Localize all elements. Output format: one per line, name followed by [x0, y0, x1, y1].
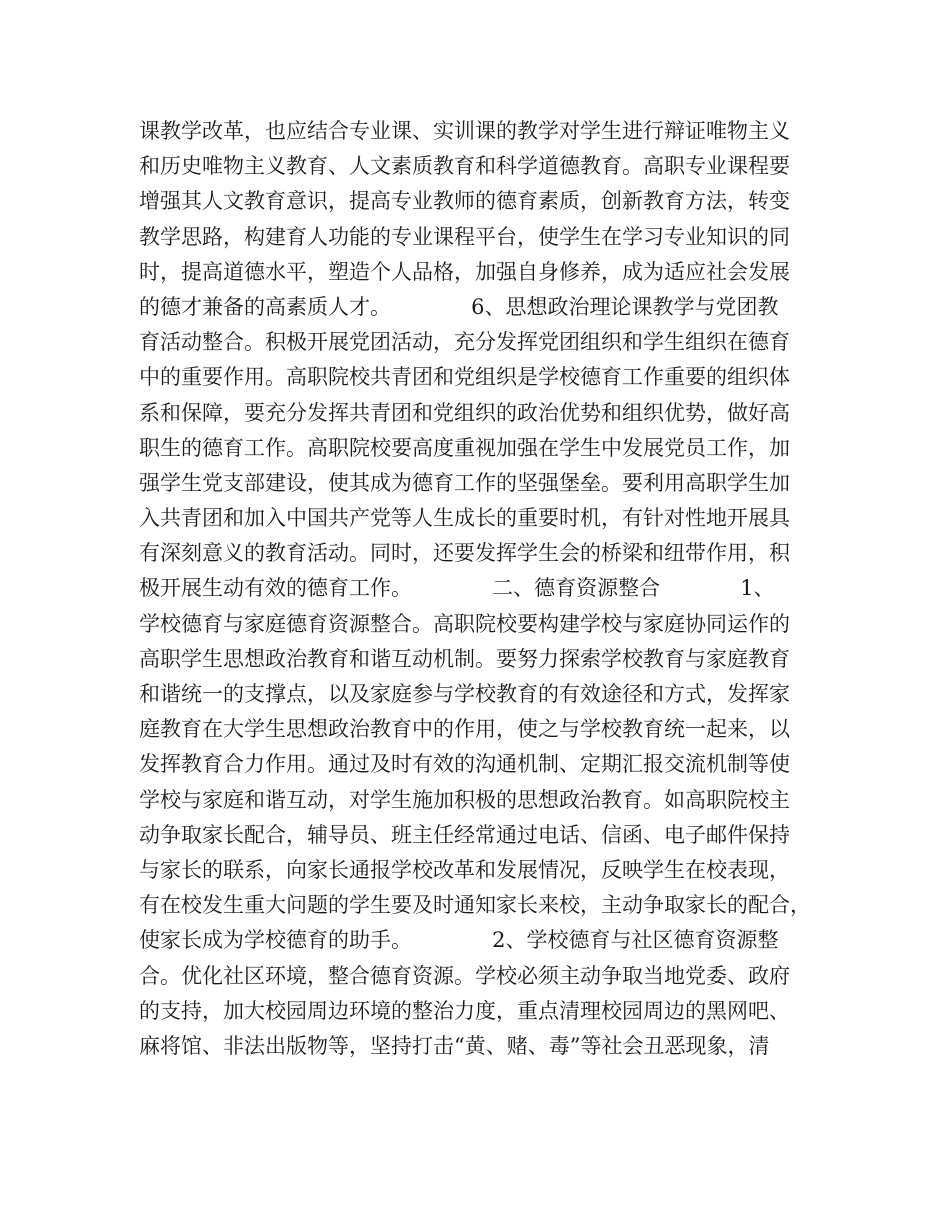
text-line: 系和保障，要充分发挥共青团和党组织的政治优势和组织优势，做好高: [139, 400, 790, 425]
text-line: 有在校发生重大问题的学生要及时通知家长来校，主动争取家长的配合，: [139, 893, 811, 918]
text-line: 和历史唯物主义教育、人文素质教育和科学道德教育。高职专业课程要: [139, 154, 790, 179]
text-line: 有深刻意义的教育活动。同时，还要发挥学生会的桥梁和纽带作用，积: [139, 541, 790, 566]
text-line: 与家长的联系，向家长通报学校改革和发展情况，反映学生在校表现，: [139, 857, 790, 882]
text-line: 教学思路，构建育人功能的专业课程平台，使学生在学习专业知识的同: [139, 224, 790, 249]
text-line: 极开展生动有效的德育工作。 二、德育资源整合 1、: [139, 576, 775, 601]
text-line: 麻将馆、非法出版物等，坚持打击“黄、赌、毒”等社会丑恶现象，清: [139, 1033, 770, 1058]
text-line: 学校德育与家庭德育资源整合。高职院校要构建学校与家庭协同运作的: [139, 611, 790, 636]
text-line: 时，提高道德水平，塑造个人品格，加强自身修养，成为适应社会发展: [139, 259, 790, 284]
text-line: 的支持，加大校园周边环境的整治力度，重点清理校园周边的黑网吧、: [139, 998, 790, 1023]
text-line: 职生的德育工作。高职院校要高度重视加强在学生中发展党员工作，加: [139, 435, 790, 460]
text-line: 入共青团和加入中国共产党等人生成长的重要时机，有针对性地开展具: [139, 506, 790, 531]
text-line: 课教学改革，也应结合专业课、实训课的教学对学生进行辩证唯物主义: [139, 119, 790, 143]
text-line: 庭教育在大学生思想政治教育中的作用，使之与学校教育统一起来，以: [139, 717, 790, 742]
text-line: 育活动整合。积极开展党团活动，充分发挥党团组织和学生组织在德育: [139, 330, 790, 355]
text-line: 发挥教育合力作用。通过及时有效的沟通机制、定期汇报交流机制等使: [139, 752, 790, 777]
text-line: 合。优化社区环境，整合德育资源。学校必须主动争取当地党委、政府: [139, 963, 790, 988]
text-line: 中的重要作用。高职院校共青团和党组织是学校德育工作重要的组织体: [139, 365, 790, 390]
text-line: 使家长成为学校德育的助手。 2、学校德育与社区德育资源整: [139, 928, 779, 953]
text-line: 的德才兼备的高素质人才。 6、思想政治理论课教学与党团教: [139, 294, 779, 319]
text-line: 和谐统一的支撑点，以及家庭参与学校教育的有效途径和方式，发挥家: [139, 682, 790, 706]
text-line: 动争取家长配合，辅导员、班主任经常通过电话、信函、电子邮件保持: [139, 822, 790, 847]
text-line: 增强其人文教育意识，提高专业教师的德育素质，创新教育方法，转变: [139, 189, 790, 214]
text-line: 强学生党支部建设，使其成为德育工作的坚强堡垒。要利用高职学生加: [139, 470, 790, 495]
text-line: 高职学生思想政治教育和谐互动机制。要努力探索学校教育与家庭教育: [139, 646, 790, 671]
body-text: [139, 114, 839, 1064]
text-line: 学校与家庭和谐互动，对学生施加积极的思想政治教育。如高职院校主: [139, 787, 790, 812]
